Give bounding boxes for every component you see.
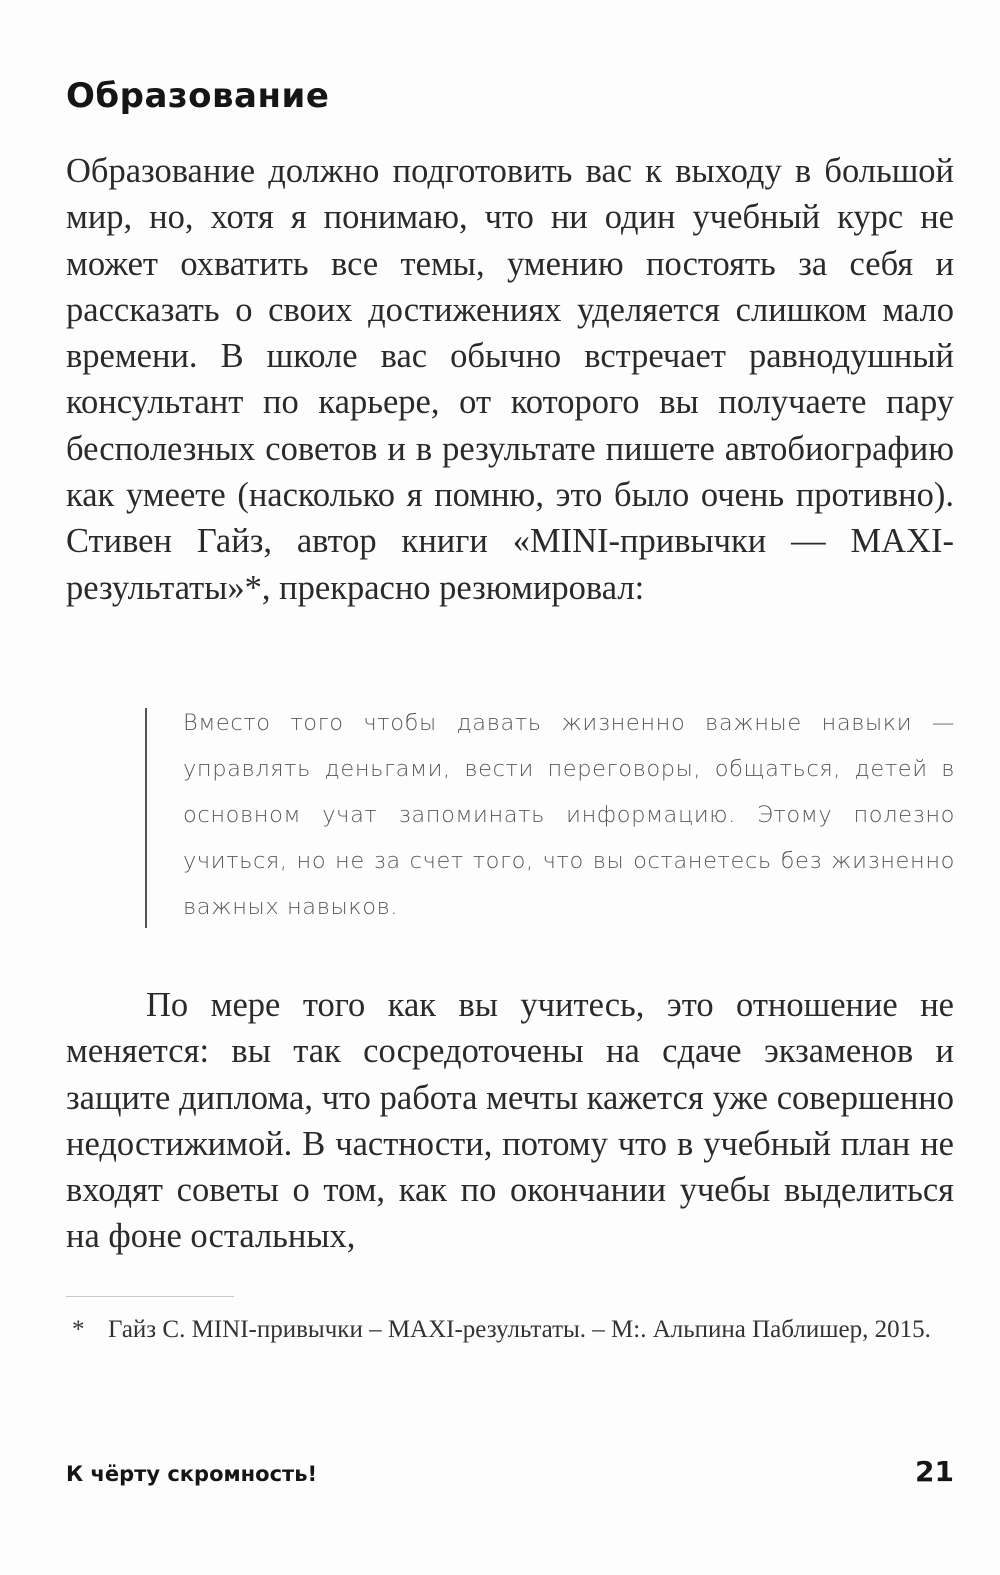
quote-bar: [145, 708, 147, 928]
footnote-marker: *: [72, 1316, 85, 1343]
page-number: 21: [915, 1455, 954, 1488]
footnote-text: Гайз С. MINI-привычки – MAXI-результаты. – М:. Альпина Паблишер, 2015.: [108, 1316, 931, 1343]
body-paragraph-1: Образование должно подготовить вас к выходу в большой мир, но, хотя я понимаю, что ни один учебный курс не может охватить все темы, умению постоять за себя и рассказать о своих достижениях уделяется слишком мало времени. В школе вас обычно встречает равнодушный консультант по карьере, от которого вы получаете пару бесполезных советов и в результате пишете автобиографию как умеете (насколько я помню, это было очень противно). Стивен Гайз, автор книги «MINI-привычки — MAXI-результаты»*, прекрасно резюмировал:: [66, 152, 954, 607]
running-footer-title: К чёрту скромность!: [66, 1462, 318, 1486]
body-paragraph-2: По мере того как вы учитесь, это отношение не меняется: вы так сосредоточены на сдаче экзаменов и защите диплома, что работа мечты кажется уже совершенно недостижимой. В частности, потому что в учебный план не входят советы о том, как по окончании учебы выделиться на фоне остальных,: [66, 986, 954, 1256]
footnote-divider: [66, 1296, 234, 1297]
footnote: [72, 1312, 954, 1348]
block-quote: Вместо того чтобы давать жизненно важные навыки — управлять деньгами, вести переговоры, общаться, детей в основном учат запоминать информацию. Этому полезно учиться, но не за счет того, что вы останетесь без жизненно важных навыков.: [183, 710, 955, 920]
section-heading: Образование: [66, 76, 330, 116]
